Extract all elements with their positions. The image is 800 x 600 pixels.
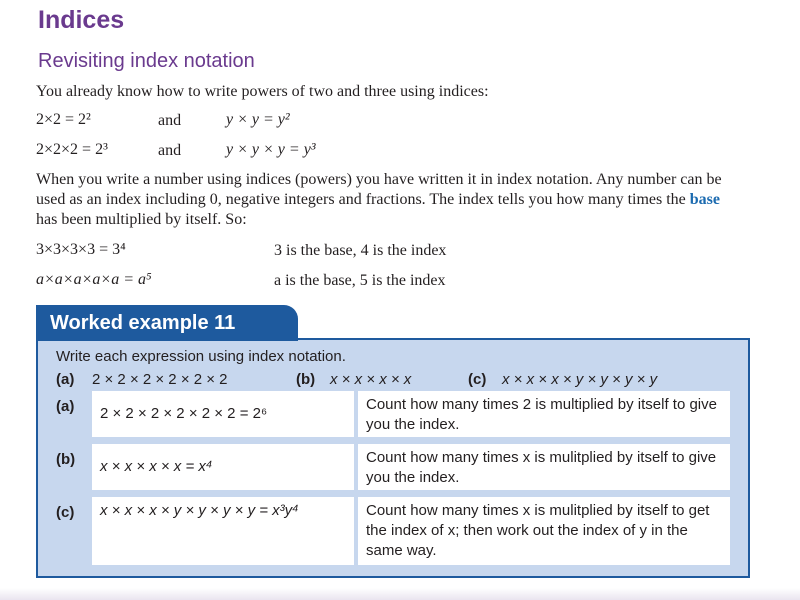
- power-example-1-right: y × y = y²: [226, 111, 290, 128]
- answer-a-working-text: 2 × 2 × 2 × 2 × 2 × 2 = 2⁶: [100, 405, 268, 422]
- answer-c-explanation: Count how many times x is mulitplied by itself to get the index of x; then work out the index of y in the same way.: [358, 497, 730, 565]
- intro-text: You already know how to write powers of two and three using indices:: [36, 83, 489, 100]
- base-example-1-expr: 3×3×3×3 = 3⁴: [36, 241, 126, 258]
- answer-a-working: [92, 391, 354, 437]
- page-edge-shadow: [0, 588, 800, 600]
- question-c-label: (c): [468, 371, 487, 388]
- question-a-label: (a): [56, 371, 75, 388]
- section-heading: Revisiting index notation: [38, 50, 255, 72]
- and-word-2: and: [158, 142, 182, 159]
- paragraph-text-end: has been multiplied by itself. So:: [36, 211, 247, 228]
- and-word-1: and: [158, 112, 182, 129]
- base-keyword: base: [689, 191, 721, 208]
- base-example-2-expr: a×a×a×a×a = a⁵: [36, 271, 152, 288]
- question-b-label: (b): [296, 371, 316, 388]
- index-notation-paragraph: [36, 170, 736, 230]
- answer-b-working-text: x × x × x × x = x⁴: [100, 458, 213, 475]
- page-title: Indices: [38, 6, 125, 34]
- answer-c-label: (c): [56, 504, 75, 521]
- question-a-expr: 2 × 2 × 2 × 2 × 2 × 2: [92, 371, 228, 388]
- base-example-2-note: a is the base, 5 is the index: [274, 272, 446, 289]
- answer-a-explanation: Count how many times 2 is multiplied by itself to give you the index.: [358, 391, 730, 437]
- answer-b-explanation: Count how many times x is mulitplied by itself to give you the index.: [358, 444, 730, 490]
- question-b-expr: x × x × x × x: [330, 371, 412, 388]
- answer-b-label: (b): [56, 451, 76, 468]
- worked-example-instruction: Write each expression using index notation.: [56, 348, 346, 365]
- base-example-1-note: 3 is the base, 4 is the index: [274, 242, 447, 259]
- answer-c-working: [92, 497, 354, 565]
- power-example-2-left: 2×2×2 = 2³: [36, 141, 108, 158]
- answer-a-label: (a): [56, 398, 75, 415]
- question-c-expr: x × x × x × y × y × y × y: [502, 371, 658, 388]
- paragraph-text-start: When you write a number using indices (powers) you have written it in index notation. Any number can be used as an index including 0, negative integers and fractions. The index tells you how many times the: [36, 171, 722, 208]
- power-example-2-right: y × y × y = y³: [226, 141, 316, 158]
- answer-b-working: [92, 444, 354, 490]
- answer-c-working-text: x × x × x × y × y × y × y = x³y⁴: [100, 502, 299, 519]
- worked-example-heading: Worked example 11: [36, 305, 298, 341]
- power-example-1-left: 2×2 = 2²: [36, 111, 91, 128]
